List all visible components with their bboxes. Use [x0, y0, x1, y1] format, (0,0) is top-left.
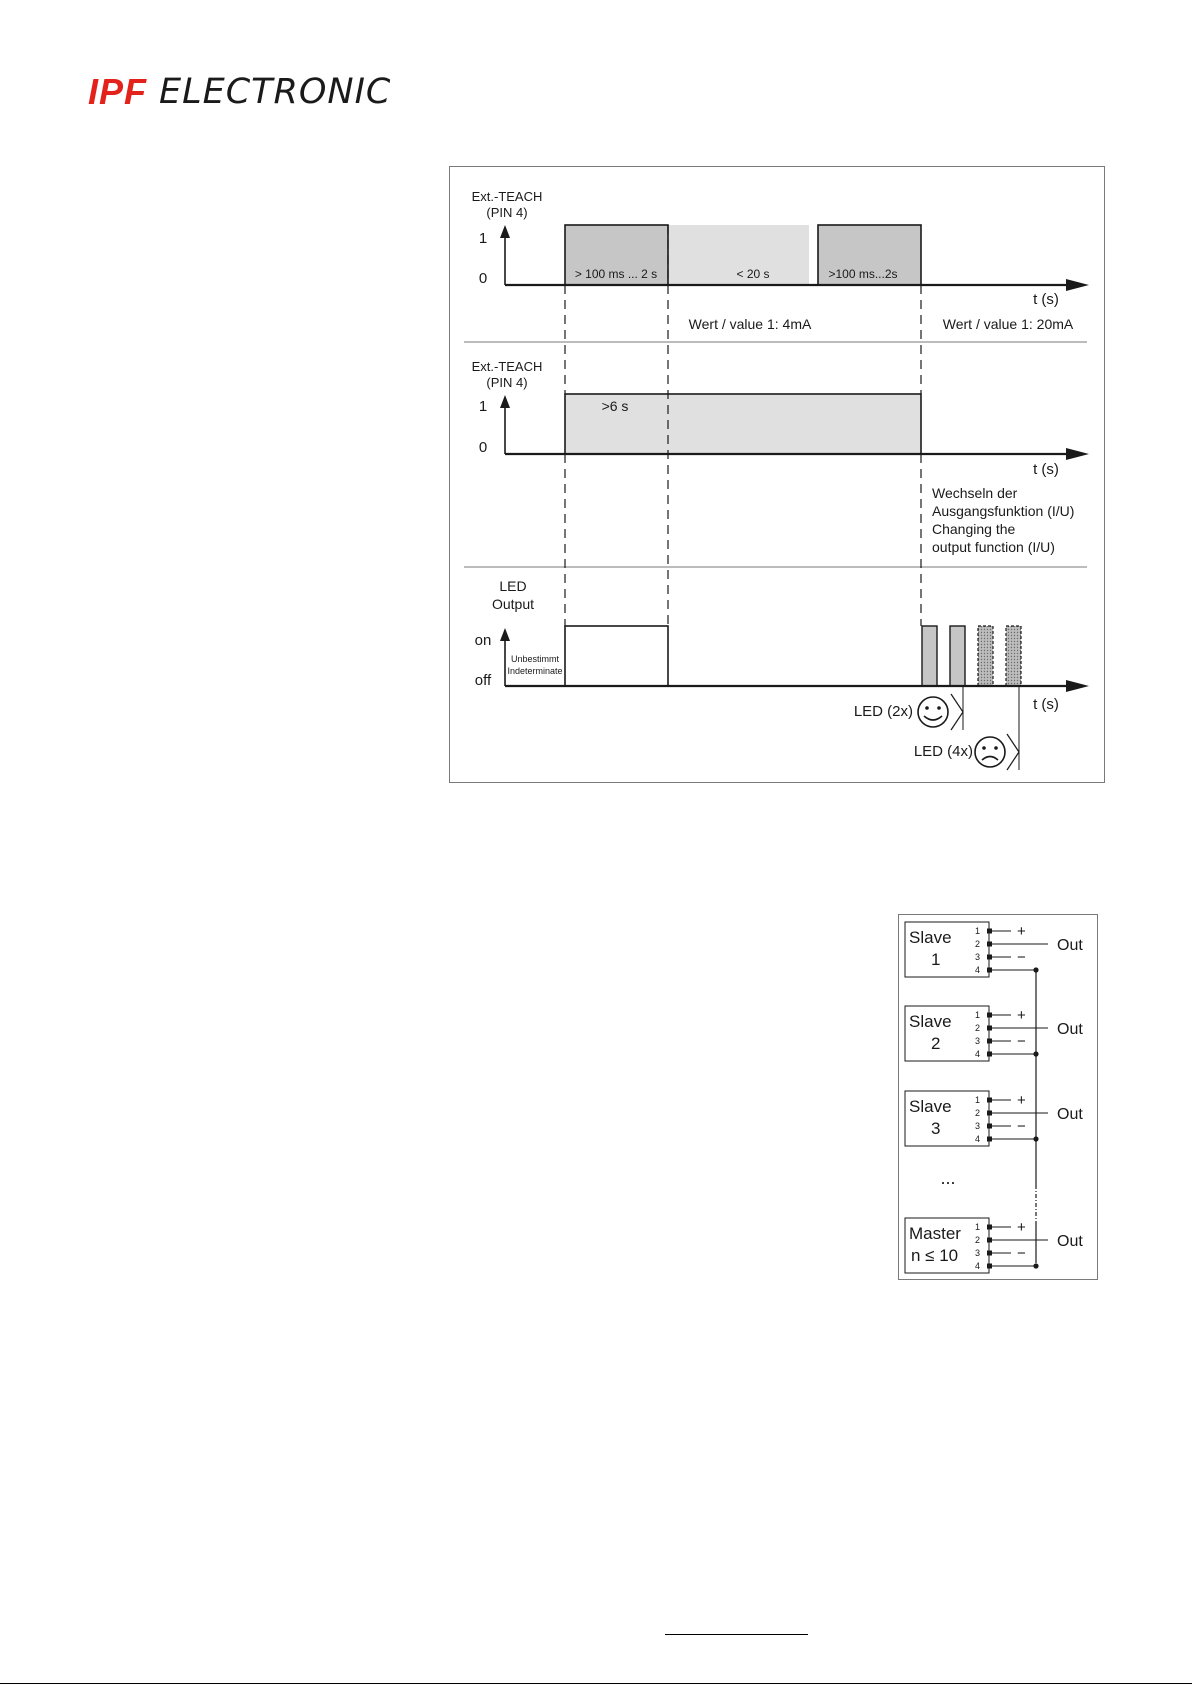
signal-label-2b: (PIN 4) — [486, 375, 528, 390]
teach-wait-area — [659, 225, 809, 285]
value-20ma: Wert / value 1: 20mA — [942, 316, 1074, 332]
signal-label-2a: Ext.-TEACH — [471, 359, 543, 374]
led-label-2: Output — [491, 596, 535, 612]
pin-terminal — [987, 1026, 992, 1031]
led-blink-3 — [978, 626, 993, 686]
led-blink-4 — [1006, 626, 1021, 686]
out-label: Out — [1057, 1021, 1083, 1038]
pin-terminal — [987, 1052, 992, 1057]
pin-number: 4 — [974, 965, 980, 975]
pin-number: 1 — [974, 926, 980, 936]
level-low-2: 0 — [478, 439, 488, 456]
out-label: Out — [1057, 937, 1083, 954]
led-2x-label: LED (2x) — [853, 703, 913, 720]
unit-number-slave-0: 1 — [931, 950, 941, 969]
company-logo — [88, 72, 391, 112]
pin-terminal — [987, 1238, 992, 1243]
minus-label: − — [1017, 1033, 1026, 1050]
plus-label: + — [1017, 923, 1026, 940]
plus-label: + — [1017, 1219, 1026, 1236]
pin-number: 2 — [974, 1235, 980, 1245]
pin-terminal — [987, 1039, 992, 1044]
level-high-2: 1 — [478, 398, 488, 415]
gap-duration: < 20 s — [736, 267, 770, 281]
value-4ma: Wert / value 1: 4mA — [688, 316, 812, 332]
indeterminate-de: Unbestimmt — [510, 654, 560, 664]
teach-timing-diagram — [449, 166, 1105, 783]
led-label-1: LED — [499, 578, 527, 594]
pin-terminal — [987, 1225, 992, 1230]
wiring-ellipsis: ... — [940, 1168, 956, 1188]
master-slave-wiring-diagram — [898, 914, 1098, 1280]
pin-number: 2 — [974, 939, 980, 949]
output-function-note-4: output function (I/U) — [932, 539, 1055, 555]
led-4x-label: LED (4x) — [913, 743, 973, 760]
long-pulse-duration: >6 s — [601, 398, 629, 414]
led-on-pulse — [565, 626, 668, 686]
page-bottom-rule — [0, 1683, 1192, 1684]
pin-number: 3 — [974, 1036, 980, 1046]
out-label: Out — [1057, 1106, 1083, 1123]
level-high-1: 1 — [478, 230, 488, 247]
pin-terminal — [987, 1111, 992, 1116]
signal-label-1b: (PIN 4) — [486, 205, 528, 220]
led-blink-2 — [950, 626, 965, 686]
minus-label: − — [1017, 1118, 1026, 1135]
level-low-1: 0 — [478, 270, 488, 287]
pin-number: 4 — [974, 1261, 980, 1271]
logo-ipf-text: IPF — [88, 71, 148, 112]
unit-name-slave-2: Slave — [909, 1097, 952, 1116]
signal-label-1a: Ext.-TEACH — [471, 189, 543, 204]
pin-terminal — [987, 955, 992, 960]
time-axis-label-3: t (s) — [1033, 696, 1059, 713]
pin-number: 2 — [974, 1108, 980, 1118]
pin-terminal — [987, 929, 992, 934]
pin-number: 1 — [974, 1222, 980, 1232]
pin-terminal — [987, 1013, 992, 1018]
unit-number-slave-1: 2 — [931, 1034, 941, 1053]
unit-name-slave-0: Slave — [909, 928, 952, 947]
output-function-note-1: Wechseln der — [932, 485, 1018, 501]
pulse-1-duration: > 100 ms ... 2 s — [574, 267, 658, 281]
plus-label: + — [1017, 1007, 1026, 1024]
sad-face-icon — [975, 737, 1005, 767]
pin-number: 3 — [974, 952, 980, 962]
level-off: off — [474, 672, 492, 689]
pin-terminal — [987, 968, 992, 973]
pin-terminal — [987, 1124, 992, 1129]
unit-name-master-3: Master — [909, 1224, 961, 1243]
bus-junction-dot — [1033, 1263, 1038, 1268]
pin-terminal — [987, 1098, 992, 1103]
plus-label: + — [1017, 1092, 1026, 1109]
pulse-2-duration: >100 ms...2s — [828, 267, 898, 281]
footer-rule — [665, 1634, 808, 1635]
output-function-note-2: Ausgangsfunktion (I/U) — [932, 503, 1075, 519]
led-blink-1 — [922, 626, 937, 686]
level-on: on — [474, 632, 492, 649]
unit-name-slave-1: Slave — [909, 1012, 952, 1031]
pin-terminal — [987, 1251, 992, 1256]
pin-terminal — [987, 942, 992, 947]
smiley-face-icon — [918, 697, 948, 727]
pin-terminal — [987, 1264, 992, 1269]
pin-number: 1 — [974, 1010, 980, 1020]
pin-number: 2 — [974, 1023, 980, 1033]
unit-number-master-3: n ≤ 10 — [911, 1246, 959, 1265]
indeterminate-en: Indeterminate — [507, 666, 563, 676]
pin-terminal — [987, 1137, 992, 1142]
time-axis-label-1: t (s) — [1033, 291, 1059, 308]
minus-label: − — [1017, 949, 1026, 966]
pin-number: 3 — [974, 1121, 980, 1131]
pin-number: 4 — [974, 1049, 980, 1059]
minus-label: − — [1017, 1245, 1026, 1262]
pin-number: 1 — [974, 1095, 980, 1105]
output-function-note-3: Changing the — [932, 521, 1016, 537]
pin-number: 3 — [974, 1248, 980, 1258]
unit-number-slave-2: 3 — [931, 1119, 941, 1138]
time-axis-label-2: t (s) — [1033, 461, 1059, 478]
logo-electronic-text: ELECTRONIC — [159, 72, 392, 112]
out-label: Out — [1057, 1233, 1083, 1250]
pin-number: 4 — [974, 1134, 980, 1144]
